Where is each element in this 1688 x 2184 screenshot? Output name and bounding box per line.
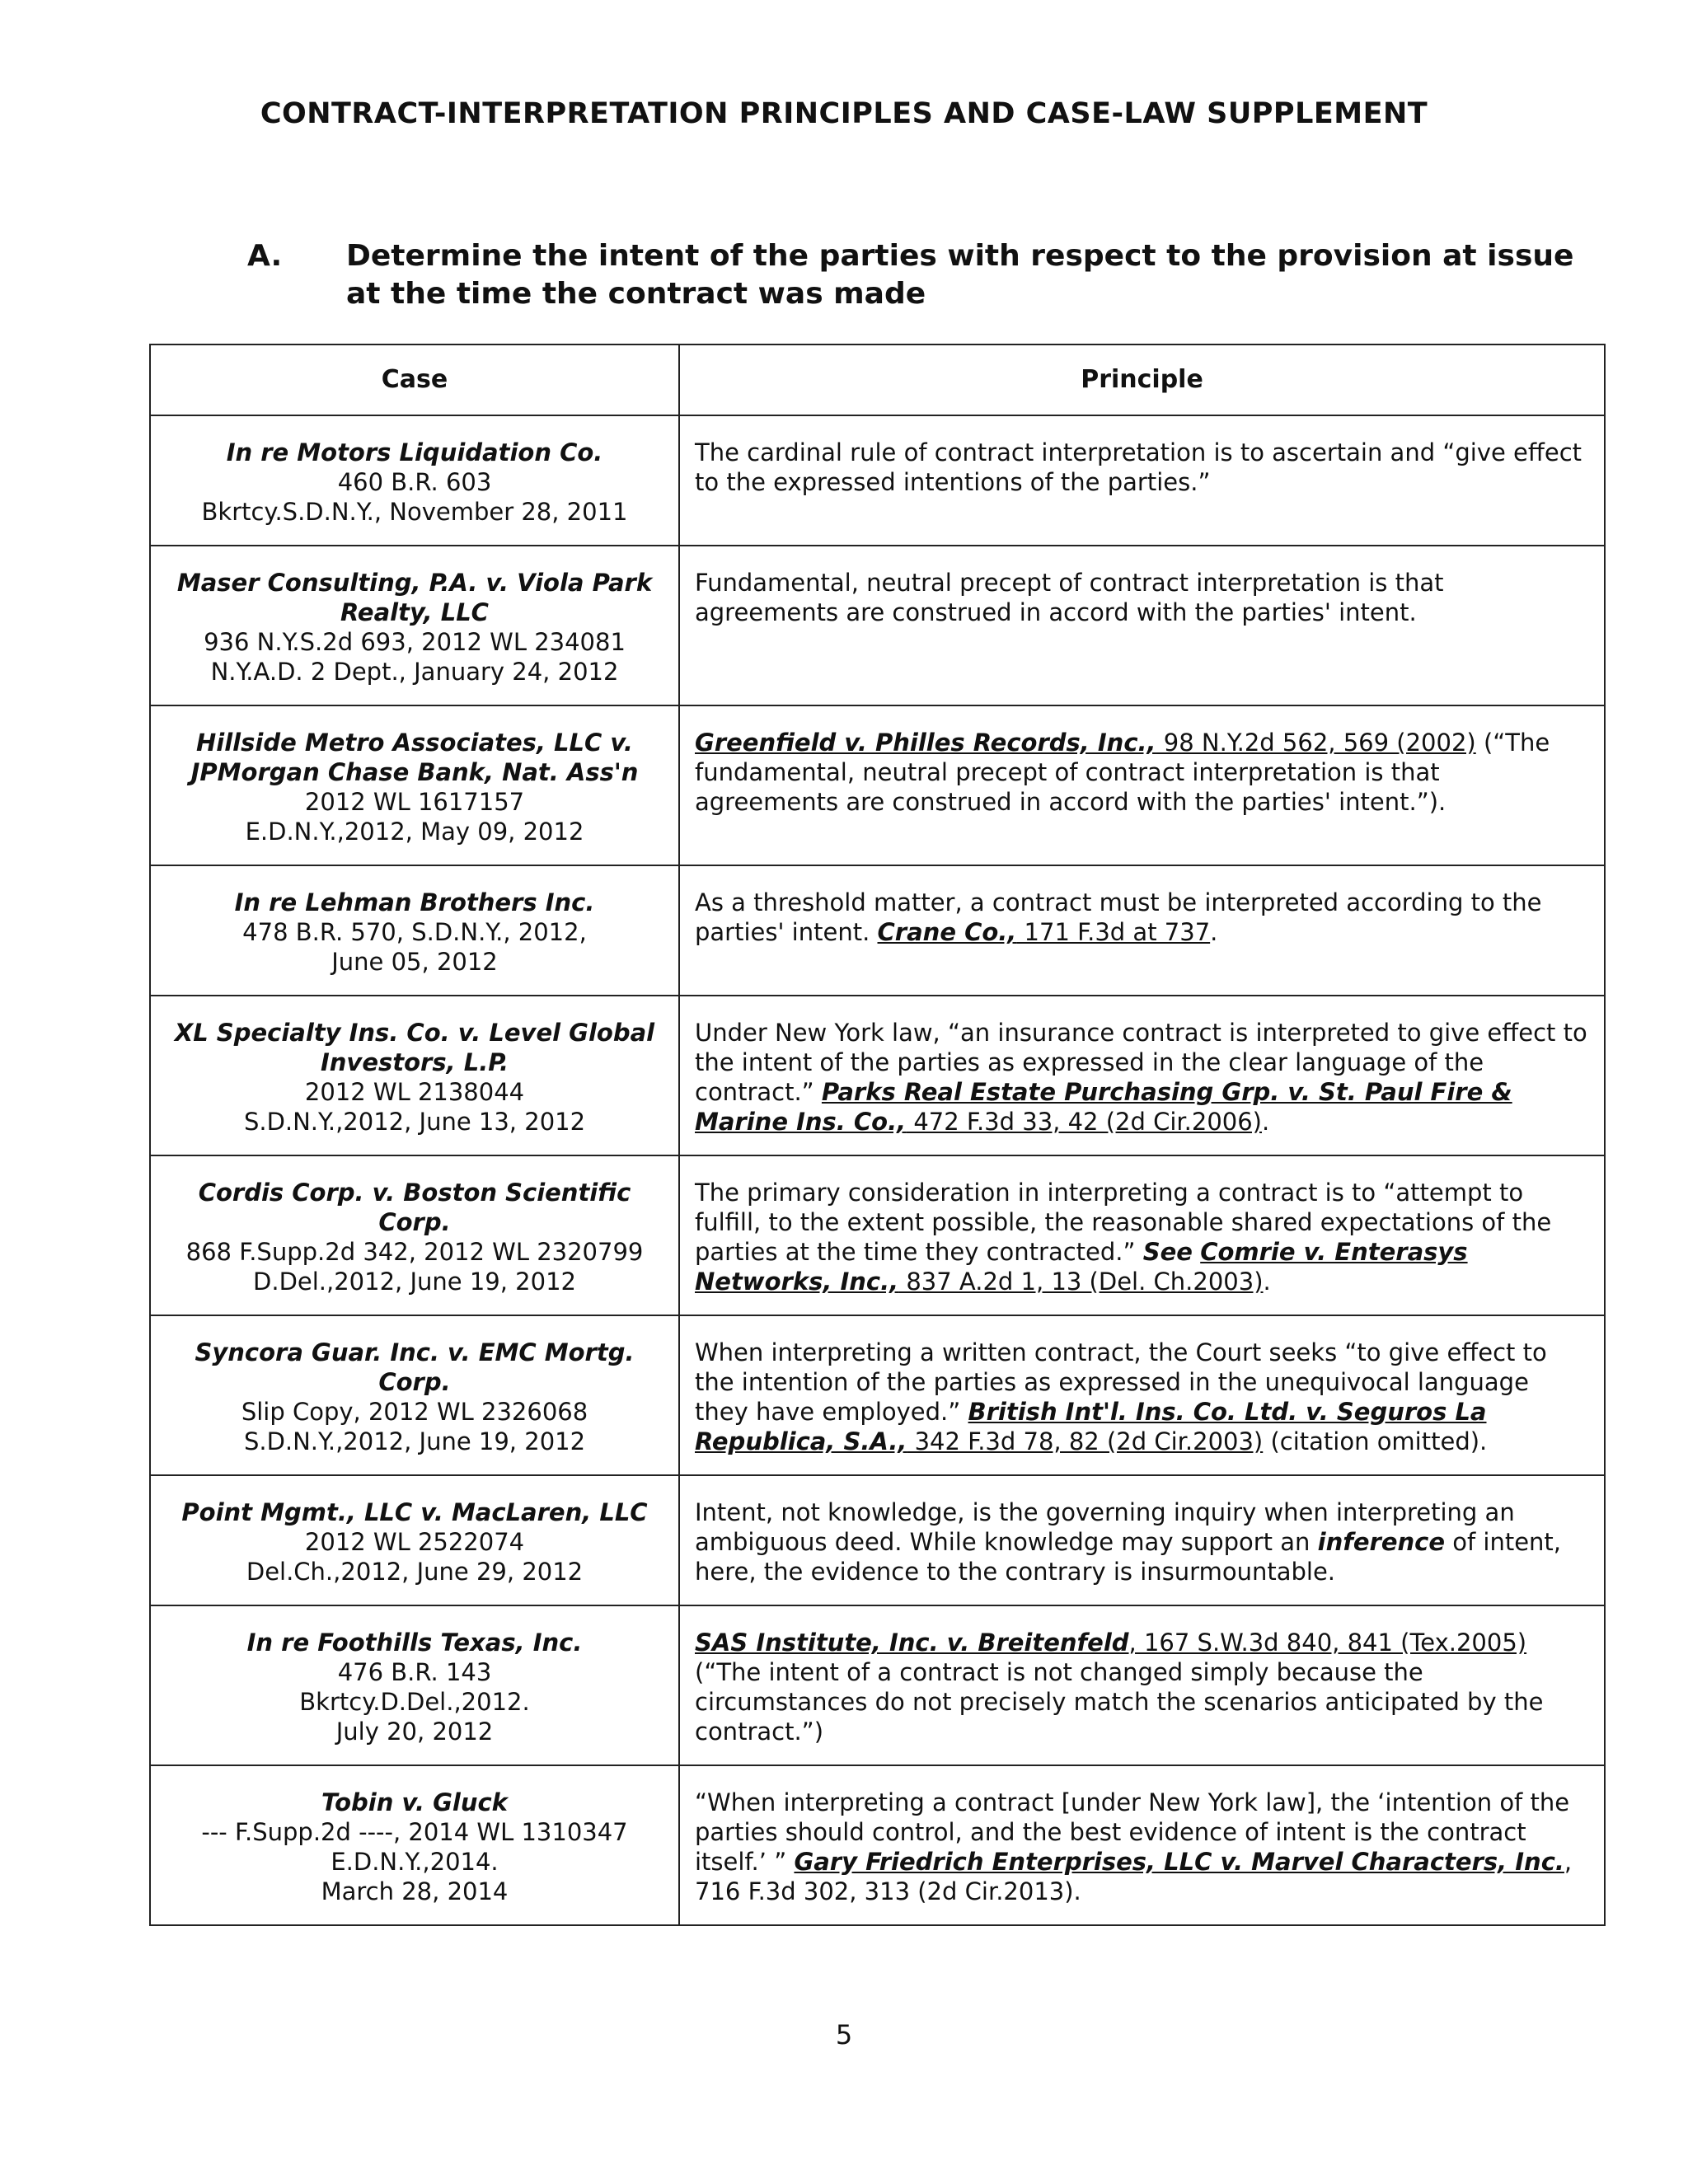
case-citation: 868 F.Supp.2d 342, 2012 WL 2320799 (185, 1238, 644, 1266)
principle-cell: Under New York law, “an insurance contract is interpreted to give effect to the intent of the parties as expressed in the clear language of the contract.” Parks Real Estate Purchasing Grp. v. St. Paul Fire & Marine Ins. Co., 472 F.3d 33, 42 (2d Cir.2006). (679, 996, 1605, 1155)
case-name: In re Lehman Brothers Inc. (234, 888, 595, 916)
emphasis-text: inference (1317, 1528, 1445, 1556)
case-court: E.D.N.Y.,2014. (331, 1848, 499, 1876)
cited-case-link[interactable]: British Int'l. Ins. Co. Ltd. v. Seguros La Republica, S.A., (695, 1398, 1487, 1455)
citation-link[interactable]: 472 F.3d 33, 42 (2d Cir.2006) (906, 1108, 1262, 1136)
table-row (150, 1315, 1605, 1475)
citation-link[interactable]: 342 F.3d 78, 82 (2d Cir.2003) (907, 1427, 1264, 1455)
case-cell (150, 1765, 679, 1925)
case-cell (150, 1155, 679, 1315)
case-name: XL Specialty Ins. Co. v. Level Global Investors, L.P. (174, 1019, 655, 1076)
case-name: Point Mgmt., LLC v. MacLaren, LLC (181, 1498, 648, 1526)
cited-case-link[interactable]: Crane Co., (877, 918, 1017, 946)
header-case: Case (150, 344, 679, 415)
principle-cell: The cardinal rule of contract interpretation is to ascertain and “give effect to the expressed intentions of the parties.” (679, 415, 1605, 546)
case-citation: 476 B.R. 143 (337, 1658, 492, 1686)
table-row (150, 415, 1605, 546)
case-cell (150, 1475, 679, 1605)
cited-case-link[interactable]: Greenfield v. Philles Records, Inc., (695, 729, 1156, 757)
case-cell (150, 996, 679, 1155)
case-cell (150, 415, 679, 546)
table-row (150, 1765, 1605, 1925)
principle-cell: Fundamental, neutral precept of contract interpretation is that agreements are construed in accord with the parties' intent. (679, 546, 1605, 705)
table-row (150, 996, 1605, 1155)
section-letter: A. (247, 239, 283, 273)
case-cell (150, 1605, 679, 1765)
principle-cell: When interpreting a written contract, the Court seeks “to give effect to the intention of the parties as expressed in the unequivocal language they have employed.” British Int'l. Ins. Co. Ltd. v. Seguros La Republica, S.A., 342 F.3d 78, 82 (2d Cir.2003) (citation omitted). (679, 1315, 1605, 1475)
case-court-date: E.D.N.Y.,2012, May 09, 2012 (245, 818, 584, 846)
cited-case-link[interactable]: Comrie v. Enterasys Networks, Inc., (695, 1238, 1468, 1296)
case-citation: 2012 WL 1617157 (304, 788, 525, 816)
case-citation: 2012 WL 2138044 (304, 1078, 525, 1106)
case-cell (150, 865, 679, 996)
case-cell (150, 546, 679, 705)
principle-cell: The primary consideration in interpreting a contract is to “attempt to fulfill, to the extent possible, the reasonable shared expectations of the parties at the time they contracted.” See Comrie v. Enterasys Networks, Inc., 837 A.2d 1, 13 (Del. Ch.2003). (679, 1155, 1605, 1315)
case-citation: --- F.Supp.2d ----, 2014 WL 1310347 (201, 1818, 628, 1846)
case-name: Tobin v. Gluck (321, 1788, 508, 1816)
case-date: July 20, 2012 (335, 1718, 494, 1746)
table-row (150, 865, 1605, 996)
case-name: Cordis Corp. v. Boston Scientific Corp. (198, 1179, 631, 1236)
case-court-date: S.D.N.Y.,2012, June 19, 2012 (243, 1427, 586, 1455)
section-heading (247, 237, 1607, 313)
table-row (150, 1605, 1605, 1765)
principle-cell: “When interpreting a contract [under New York law], the ‘intention of the parties should control, and the best evidence of intent is the contract itself.’ ” Gary Friedrich Enterprises, LLC v. Marvel Characters, Inc., 716 F.3d 302, 313 (2d Cir.2013). (679, 1765, 1605, 1925)
case-table (149, 344, 1606, 1926)
case-name: Maser Consulting, P.A. v. Viola Park Realty, LLC (176, 569, 653, 626)
case-citation: 2012 WL 2522074 (304, 1528, 525, 1556)
case-name: Hillside Metro Associates, LLC v. JPMorgan Chase Bank, Nat. Ass'n (190, 729, 639, 786)
case-citation: 478 B.R. 570, S.D.N.Y., 2012, (242, 918, 587, 946)
principle-cell: SAS Institute, Inc. v. Breitenfeld, 167 S.W.3d 840, 841 (Tex.2005) (“The intent of a contract is not changed simply because the circumstances do not precisely match the scenarios anticipated by the contract.”) (679, 1605, 1605, 1765)
table-row (150, 1475, 1605, 1605)
table-row (150, 546, 1605, 705)
case-court-date: N.Y.A.D. 2 Dept., January 24, 2012 (210, 658, 619, 686)
page-number: 5 (835, 2019, 853, 2050)
table-row (150, 705, 1605, 865)
case-cell (150, 1315, 679, 1475)
principle-cell: Intent, not knowledge, is the governing inquiry when interpreting an ambiguous deed. While knowledge may support an inference of intent, here, the evidence to the contrary is insurmountable. (679, 1475, 1605, 1605)
case-court-date: S.D.N.Y.,2012, June 13, 2012 (243, 1108, 586, 1136)
signal-see: See (1142, 1238, 1193, 1266)
cited-case-link[interactable]: SAS Institute, Inc. v. Breitenfeld (695, 1629, 1129, 1657)
case-court-date: Del.Ch.,2012, June 29, 2012 (246, 1558, 584, 1586)
case-name: Syncora Guar. Inc. v. EMC Mortg. Corp. (195, 1338, 635, 1396)
case-cell (150, 705, 679, 865)
section-heading-text: Determine the intent of the parties with respect to the provision at issue at the time the contract was made (346, 239, 1574, 311)
cited-case-link[interactable]: Gary Friedrich Enterprises, LLC v. Marvel Characters, Inc. (794, 1848, 1564, 1876)
table-header-row (150, 344, 1605, 415)
cited-case-link[interactable]: Parks Real Estate Purchasing Grp. v. St. Paul Fire & Marine Ins. Co., (695, 1078, 1512, 1136)
case-court-date: D.Del.,2012, June 19, 2012 (253, 1268, 576, 1296)
case-court: Bkrtcy.D.Del.,2012. (299, 1688, 530, 1716)
case-citation: Slip Copy, 2012 WL 2326068 (241, 1398, 588, 1426)
citation-link[interactable]: , 167 S.W.3d 840, 841 (Tex.2005) (1128, 1629, 1527, 1657)
citation-link[interactable]: 837 A.2d 1, 13 (Del. Ch.2003) (898, 1268, 1264, 1296)
citation-link[interactable]: 171 F.3d at 737 (1016, 918, 1211, 946)
citation-link[interactable]: 98 N.Y.2d 562, 569 (2002) (1156, 729, 1476, 757)
case-name: In re Motors Liquidation Co. (226, 438, 603, 466)
table-row (150, 1155, 1605, 1315)
case-court-date: June 05, 2012 (331, 948, 498, 976)
case-citation: 936 N.Y.S.2d 693, 2012 WL 234081 (204, 628, 626, 656)
page-title: CONTRACT-INTERPRETATION PRINCIPLES AND CASE-LAW SUPPLEMENT (260, 97, 1428, 130)
principle-cell: Greenfield v. Philles Records, Inc., 98 N.Y.2d 562, 569 (2002) (“The fundamental, neutral precept of contract interpretation is that agreements are construed in accord with the parties' intent.”). (679, 705, 1605, 865)
case-citation: 460 B.R. 603 (337, 468, 492, 496)
case-name: In re Foothills Texas, Inc. (246, 1629, 583, 1657)
header-principle: Principle (679, 344, 1605, 415)
case-court-date: Bkrtcy.S.D.N.Y., November 28, 2011 (201, 498, 628, 526)
principle-cell: As a threshold matter, a contract must be interpreted according to the parties' intent. Crane Co., 171 F.3d at 737. (679, 865, 1605, 996)
case-date: March 28, 2014 (321, 1877, 509, 1905)
